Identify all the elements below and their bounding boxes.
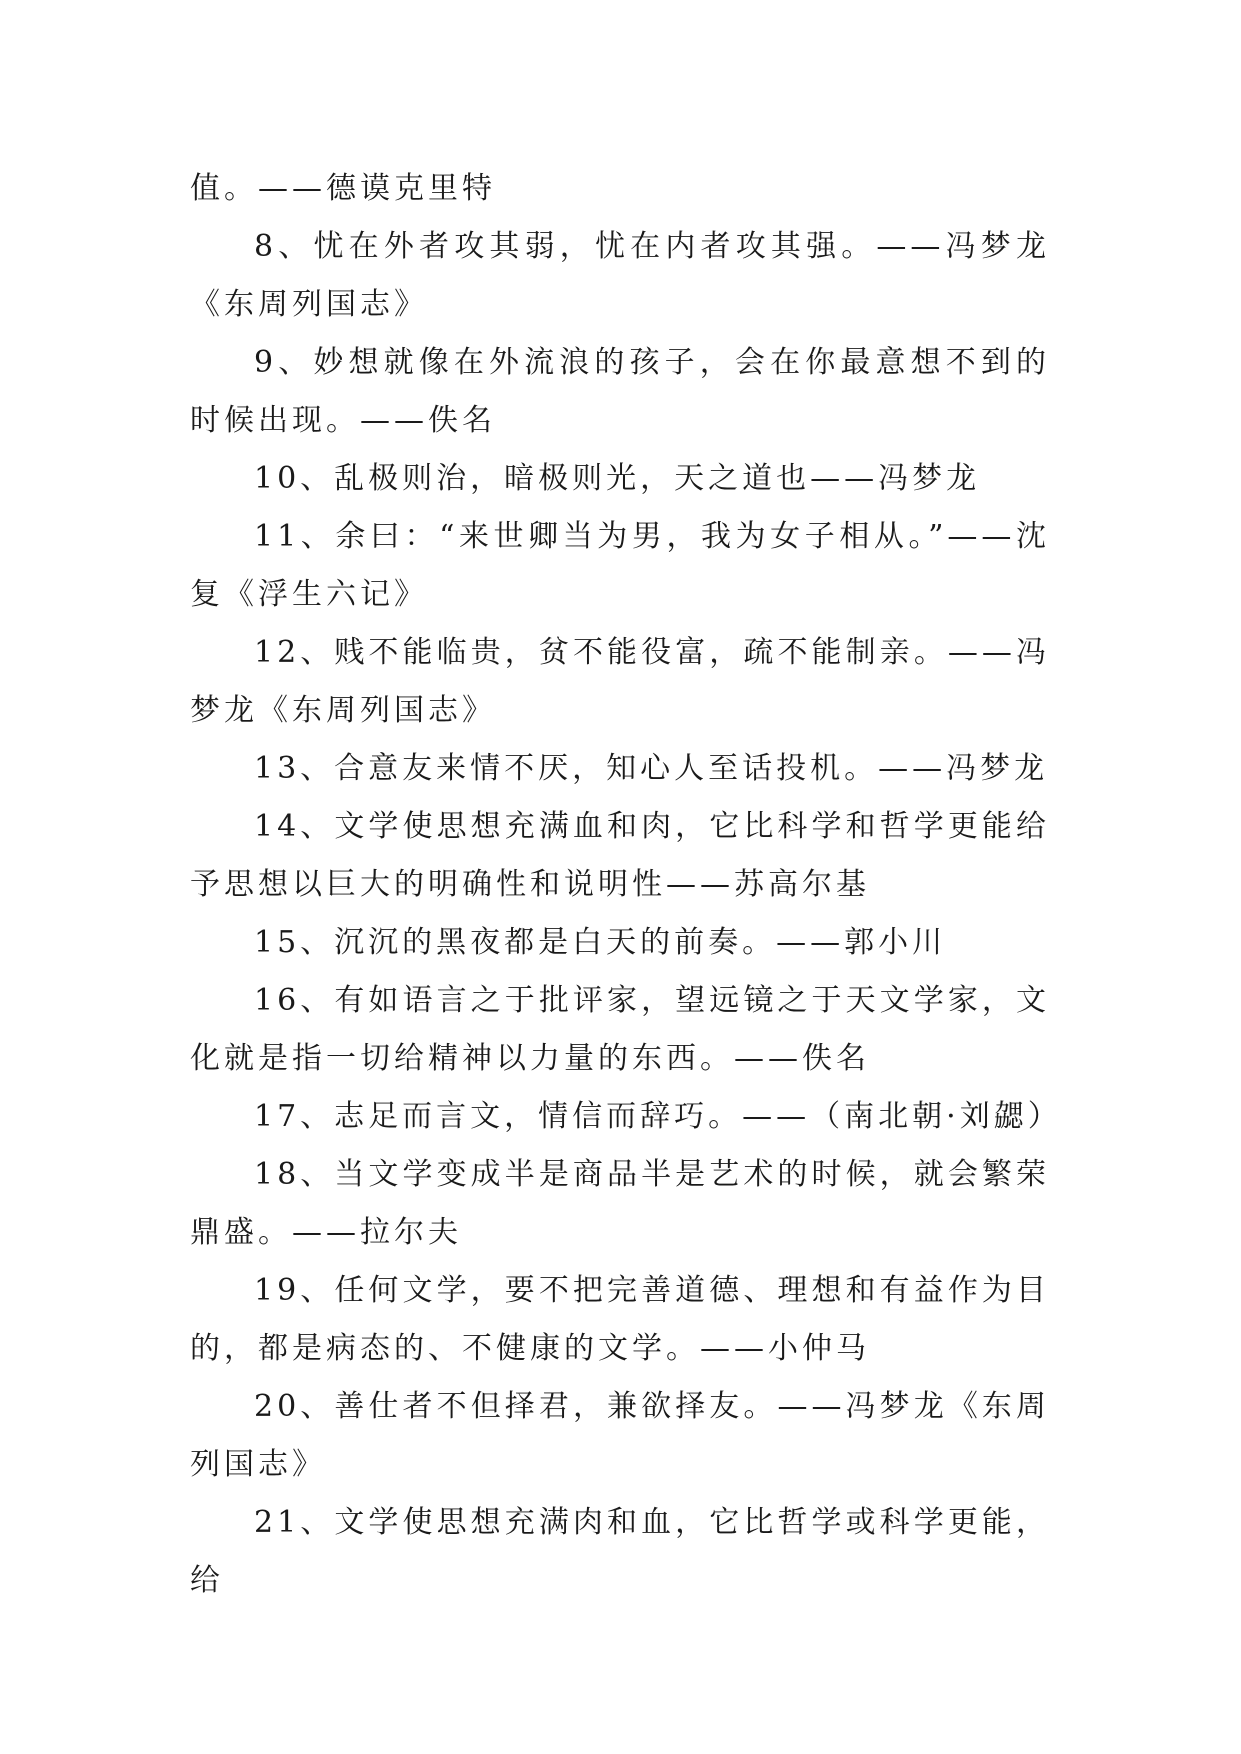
quote-item: 19、任何文学，要不把完善道德、理想和有益作为目的，都是病态的、不健康的文学。——小仲马: [190, 1273, 1050, 1366]
quote-item: 21、文学使思想充满肉和血，它比哲学或科学更能，给: [190, 1505, 1050, 1598]
quote-item: 15、沉沉的黑夜都是白天的前奏。——郭小川: [254, 925, 947, 960]
quote-item: 20、善仕者不但择君，兼欲择友。——冯梦龙《东周列国志》: [190, 1389, 1050, 1482]
quote-item: 17、志足而言文，情信而辞巧。——（南北朝·刘勰）: [254, 1099, 1062, 1134]
quote-item: 9、妙想就像在外流浪的孩子，会在你最意想不到的时候出现。——佚名: [190, 345, 1050, 438]
quote-item: 11、余曰：“来世卿当为男，我为女子相从。”——沈复《浮生六记》: [190, 519, 1050, 612]
quote-item: 8、忧在外者攻其弱，忧在内者攻其强。——冯梦龙《东周列国志》: [190, 229, 1050, 322]
quote-item: 13、合意友来情不厌，知心人至话投机。——冯梦龙: [254, 751, 1049, 786]
document-body: [190, 160, 1062, 1610]
paragraph: 值。——德谟克里特: [190, 171, 496, 206]
quote-item: 10、乱极则治，暗极则光，天之道也——冯梦龙: [254, 461, 981, 496]
quote-item: 14、文学使思想充满血和肉，它比科学和哲学更能给予思想以巨大的明确性和说明性——苏高尔基: [190, 809, 1050, 902]
quote-item: 12、贱不能临贵，贫不能役富，疏不能制亲。——冯梦龙《东周列国志》: [190, 635, 1050, 728]
quote-item: 18、当文学变成半是商品半是艺术的时候，就会繁荣鼎盛。——拉尔夫: [190, 1157, 1050, 1250]
quote-item: 16、有如语言之于批评家，望远镜之于天文学家，文化就是指一切给精神以力量的东西。——佚名: [190, 983, 1050, 1076]
